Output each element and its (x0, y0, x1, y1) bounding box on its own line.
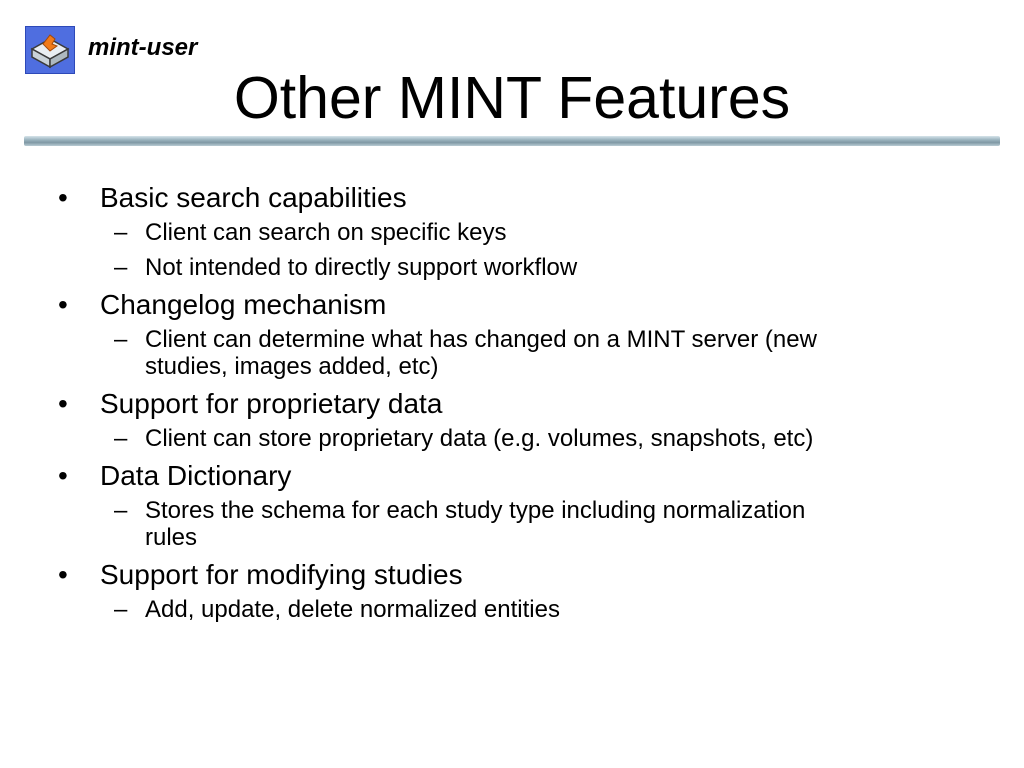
dash-icon: – (114, 326, 128, 353)
bullet-dot-icon: • (58, 182, 68, 213)
sub-bullet-text: rules (145, 524, 198, 551)
sub-bullet-text: studies, images added, etc) (145, 353, 439, 380)
sub-bullet-text: Not intended to directly support workflow (145, 254, 578, 281)
sub-bullet-text: Client can determine what has changed on a MINT server (new (145, 326, 817, 353)
bullet-text: Support for proprietary data (100, 388, 443, 419)
dash-icon: – (114, 497, 128, 524)
sub-bullet-text: Stores the schema for each study type including normalization (145, 497, 806, 524)
sub-bullet-text: Client can search on specific keys (145, 219, 507, 246)
sub-bullet-text: Client can store proprietary data (e.g. volumes, snapshots, etc) (145, 425, 814, 452)
dash-icon: – (114, 219, 128, 246)
bullet-text: Data Dictionary (100, 460, 292, 491)
bullet-text: Basic search capabilities (100, 182, 407, 213)
bullet-dot-icon: • (58, 388, 68, 419)
bullet-dot-icon: • (58, 460, 68, 491)
dash-icon: – (114, 596, 128, 623)
brand-label: mint-user (88, 34, 198, 61)
bullet-dot-icon: • (58, 289, 68, 320)
bullet-text: Support for modifying studies (100, 559, 463, 590)
bullet-dot-icon: • (58, 559, 68, 590)
slide-title: Other MINT Features (233, 65, 791, 131)
dash-icon: – (114, 254, 128, 281)
sub-bullet-text: Add, update, delete normalized entities (145, 596, 560, 623)
bullet-text: Changelog mechanism (100, 289, 387, 320)
dash-icon: – (114, 425, 128, 452)
